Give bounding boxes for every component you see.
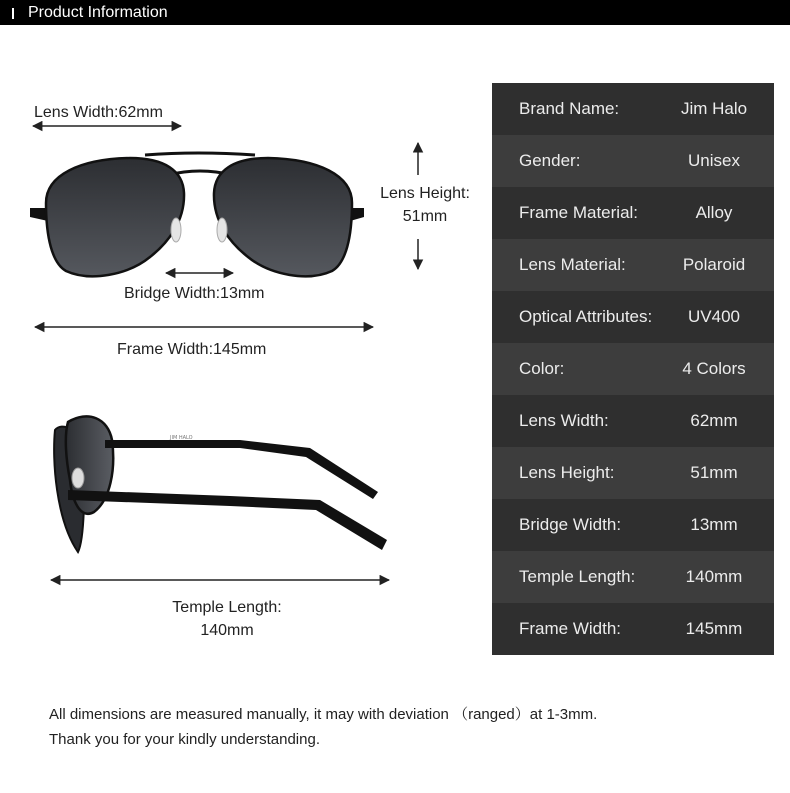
spec-row-color xyxy=(492,343,774,395)
temple-length-label: Temple Length: xyxy=(172,599,282,616)
spec-key: Temple Length: xyxy=(519,567,636,586)
spec-key: Lens Material: xyxy=(519,255,626,274)
spec-value: Polaroid xyxy=(682,255,746,274)
spec-value: 51mm xyxy=(690,463,738,482)
bridge-width-label: Bridge Width:13mm xyxy=(124,285,265,302)
spec-key: Frame Width: xyxy=(519,619,622,638)
spec-value: Jim Halo xyxy=(680,99,748,118)
lens-height-label: Lens Height: xyxy=(380,185,470,202)
disclaimer-line-1: All dimensions are measured manually, it may with deviation （ranged）at 1-3mm. xyxy=(49,706,598,723)
lens-width-label: Lens Width:62mm xyxy=(34,104,163,121)
page-title: Product Information xyxy=(28,4,168,21)
spec-value: 140mm xyxy=(685,567,743,586)
spec-row-brand xyxy=(492,83,774,135)
spec-row-temple-length xyxy=(492,551,774,603)
frame-width-label: Frame Width:145mm xyxy=(117,341,267,358)
header-marker xyxy=(12,8,14,19)
spec-row-lens-width xyxy=(492,395,774,447)
right-lens xyxy=(214,158,352,276)
spec-value: 62mm xyxy=(690,411,738,430)
spec-key: Gender: xyxy=(519,151,581,170)
spec-value: Unisex xyxy=(688,151,740,170)
spec-value: 13mm xyxy=(690,515,738,534)
spec-key: Brand Name: xyxy=(519,99,620,118)
spec-key: Lens Width: xyxy=(519,411,609,430)
spec-key: Frame Material: xyxy=(519,203,639,222)
spec-key: Optical Attributes: xyxy=(519,307,653,326)
spec-table xyxy=(492,83,774,655)
disclaimer-line-2: Thank you for your kindly understanding. xyxy=(49,731,320,748)
spec-key: Lens Height: xyxy=(519,463,615,482)
spec-value: UV400 xyxy=(688,307,740,326)
front-view-illustration xyxy=(0,25,480,365)
left-lens xyxy=(46,158,184,276)
temple-length-value: 140mm xyxy=(200,622,254,639)
spec-row-optical-attributes xyxy=(492,291,774,343)
spec-row-lens-material xyxy=(492,239,774,291)
spec-value: 145mm xyxy=(685,619,743,638)
header-bar xyxy=(0,0,790,25)
spec-row-bridge-width xyxy=(492,499,774,551)
spec-value: 4 Colors xyxy=(682,359,746,378)
side-view-illustration xyxy=(0,400,400,600)
spec-key: Color: xyxy=(519,359,565,378)
spec-key: Bridge Width: xyxy=(519,515,622,534)
spec-value: Alloy xyxy=(695,203,733,222)
temple-imprint: JIM HALO xyxy=(170,435,193,441)
lens-height-value: 51mm xyxy=(402,208,448,225)
spec-row-gender xyxy=(492,135,774,187)
spec-row-frame-width xyxy=(492,603,774,655)
spec-row-frame-material xyxy=(492,187,774,239)
spec-row-lens-height xyxy=(492,447,774,499)
